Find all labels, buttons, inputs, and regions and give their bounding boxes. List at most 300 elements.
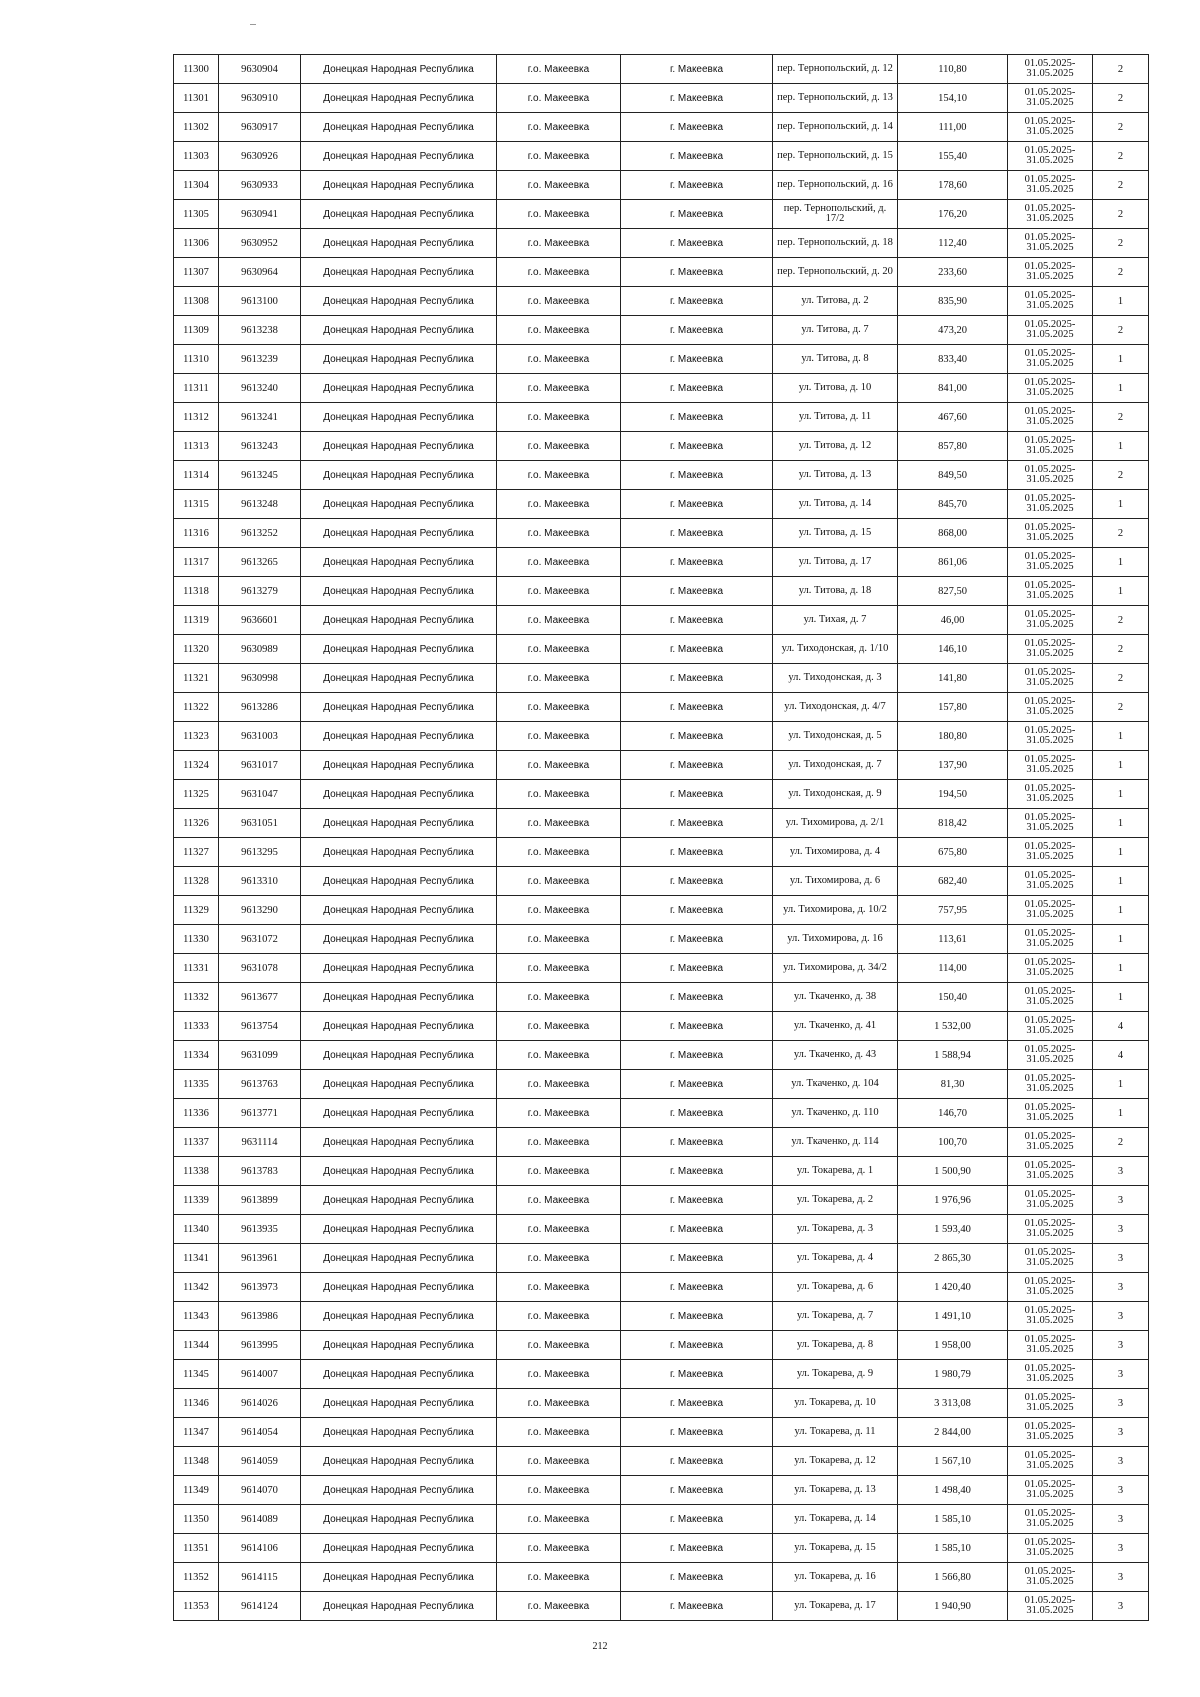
cell-category: 3	[1093, 1157, 1149, 1186]
cell-object-code: 9613754	[219, 1012, 301, 1041]
cell-area: 835,90	[898, 287, 1008, 316]
cell-address: ул. Титова, д. 17	[773, 548, 898, 577]
cell-category: 3	[1093, 1302, 1149, 1331]
table-row	[174, 548, 1149, 577]
cell-region: Донецкая Народная Республика	[301, 1505, 497, 1534]
cell-municipal-district: г.о. Макеевка	[497, 1186, 621, 1215]
cell-address: ул. Токарева, д. 7	[773, 1302, 898, 1331]
cell-period: 01.05.2025-31.05.2025	[1008, 606, 1093, 635]
cell-area: 112,40	[898, 229, 1008, 258]
cell-area: 111,00	[898, 113, 1008, 142]
cell-category: 2	[1093, 635, 1149, 664]
cell-municipal-district: г.о. Макеевка	[497, 1418, 621, 1447]
cell-category: 1	[1093, 809, 1149, 838]
cell-category: 1	[1093, 780, 1149, 809]
cell-object-code: 9614059	[219, 1447, 301, 1476]
cell-city: г. Макеевка	[621, 577, 773, 606]
table-row	[174, 84, 1149, 113]
cell-region: Донецкая Народная Республика	[301, 519, 497, 548]
cell-row-number: 11337	[174, 1128, 219, 1157]
cell-address: ул. Тиходонская, д. 9	[773, 780, 898, 809]
cell-object-code: 9630926	[219, 142, 301, 171]
cell-object-code: 9613995	[219, 1331, 301, 1360]
cell-city: г. Макеевка	[621, 142, 773, 171]
cell-object-code: 9613899	[219, 1186, 301, 1215]
cell-region: Донецкая Народная Республика	[301, 1389, 497, 1418]
table-row	[174, 258, 1149, 287]
cell-object-code: 9613240	[219, 374, 301, 403]
cell-object-code: 9631051	[219, 809, 301, 838]
cell-area: 861,06	[898, 548, 1008, 577]
table-row	[174, 925, 1149, 954]
cell-row-number: 11301	[174, 84, 219, 113]
cell-area: 3 313,08	[898, 1389, 1008, 1418]
cell-city: г. Макеевка	[621, 1215, 773, 1244]
cell-city: г. Макеевка	[621, 925, 773, 954]
cell-area: 833,40	[898, 345, 1008, 374]
cell-municipal-district: г.о. Макеевка	[497, 1128, 621, 1157]
cell-municipal-district: г.о. Макеевка	[497, 229, 621, 258]
table-row	[174, 1447, 1149, 1476]
cell-row-number: 11351	[174, 1534, 219, 1563]
cell-period: 01.05.2025-31.05.2025	[1008, 490, 1093, 519]
table-row	[174, 316, 1149, 345]
cell-region: Донецкая Народная Республика	[301, 142, 497, 171]
cell-object-code: 9631099	[219, 1041, 301, 1070]
cell-city: г. Макеевка	[621, 1157, 773, 1186]
cell-area: 1 420,40	[898, 1273, 1008, 1302]
cell-region: Донецкая Народная Республика	[301, 983, 497, 1012]
cell-address: ул. Ткаченко, д. 104	[773, 1070, 898, 1099]
cell-municipal-district: г.о. Макеевка	[497, 780, 621, 809]
cell-row-number: 11338	[174, 1157, 219, 1186]
cell-region: Донецкая Народная Республика	[301, 1157, 497, 1186]
cell-category: 3	[1093, 1360, 1149, 1389]
cell-period: 01.05.2025-31.05.2025	[1008, 142, 1093, 171]
cell-row-number: 11314	[174, 461, 219, 490]
cell-area: 150,40	[898, 983, 1008, 1012]
cell-category: 3	[1093, 1244, 1149, 1273]
cell-period: 01.05.2025-31.05.2025	[1008, 84, 1093, 113]
cell-municipal-district: г.о. Макеевка	[497, 954, 621, 983]
cell-area: 113,61	[898, 925, 1008, 954]
cell-address: ул. Тихомирова, д. 2/1	[773, 809, 898, 838]
cell-row-number: 11302	[174, 113, 219, 142]
cell-period: 01.05.2025-31.05.2025	[1008, 1418, 1093, 1447]
cell-city: г. Макеевка	[621, 258, 773, 287]
cell-region: Донецкая Народная Республика	[301, 1041, 497, 1070]
cell-period: 01.05.2025-31.05.2025	[1008, 1331, 1093, 1360]
cell-object-code: 9613763	[219, 1070, 301, 1099]
cell-row-number: 11330	[174, 925, 219, 954]
cell-municipal-district: г.о. Макеевка	[497, 925, 621, 954]
cell-area: 1 940,90	[898, 1592, 1008, 1621]
cell-city: г. Макеевка	[621, 1273, 773, 1302]
cell-region: Донецкая Народная Республика	[301, 577, 497, 606]
cell-city: г. Макеевка	[621, 432, 773, 461]
cell-period: 01.05.2025-31.05.2025	[1008, 1360, 1093, 1389]
cell-municipal-district: г.о. Макеевка	[497, 1215, 621, 1244]
cell-object-code: 9630941	[219, 200, 301, 229]
cell-category: 1	[1093, 548, 1149, 577]
cell-row-number: 11341	[174, 1244, 219, 1273]
cell-row-number: 11305	[174, 200, 219, 229]
cell-municipal-district: г.о. Макеевка	[497, 403, 621, 432]
cell-region: Донецкая Народная Республика	[301, 84, 497, 113]
table-row	[174, 287, 1149, 316]
cell-region: Донецкая Народная Республика	[301, 316, 497, 345]
cell-category: 1	[1093, 1099, 1149, 1128]
cell-object-code: 9613677	[219, 983, 301, 1012]
table-row	[174, 1157, 1149, 1186]
cell-row-number: 11323	[174, 722, 219, 751]
cell-area: 1 498,40	[898, 1476, 1008, 1505]
cell-region: Донецкая Народная Республика	[301, 1418, 497, 1447]
cell-row-number: 11324	[174, 751, 219, 780]
cell-region: Донецкая Народная Республика	[301, 664, 497, 693]
table-row	[174, 432, 1149, 461]
cell-row-number: 11352	[174, 1563, 219, 1592]
cell-city: г. Макеевка	[621, 1389, 773, 1418]
table-row	[174, 722, 1149, 751]
cell-category: 2	[1093, 316, 1149, 345]
cell-period: 01.05.2025-31.05.2025	[1008, 519, 1093, 548]
cell-period: 01.05.2025-31.05.2025	[1008, 1505, 1093, 1534]
cell-region: Донецкая Народная Республика	[301, 1186, 497, 1215]
cell-city: г. Макеевка	[621, 1128, 773, 1157]
cell-region: Донецкая Народная Республика	[301, 548, 497, 577]
cell-address: ул. Титова, д. 12	[773, 432, 898, 461]
cell-object-code: 9613771	[219, 1099, 301, 1128]
cell-city: г. Макеевка	[621, 1012, 773, 1041]
cell-object-code: 9631078	[219, 954, 301, 983]
cell-address: ул. Титова, д. 13	[773, 461, 898, 490]
cell-row-number: 11311	[174, 374, 219, 403]
cell-city: г. Макеевка	[621, 635, 773, 664]
table-row	[174, 896, 1149, 925]
cell-period: 01.05.2025-31.05.2025	[1008, 954, 1093, 983]
table-row	[174, 1215, 1149, 1244]
cell-category: 1	[1093, 867, 1149, 896]
table-row	[174, 1389, 1149, 1418]
cell-address: ул. Титова, д. 18	[773, 577, 898, 606]
cell-region: Донецкая Народная Республика	[301, 345, 497, 374]
cell-area: 841,00	[898, 374, 1008, 403]
cell-region: Донецкая Народная Республика	[301, 954, 497, 983]
table-row	[174, 867, 1149, 896]
table-row	[174, 983, 1149, 1012]
cell-address: пер. Тернопольский, д. 15	[773, 142, 898, 171]
cell-row-number: 11322	[174, 693, 219, 722]
cell-area: 1 532,00	[898, 1012, 1008, 1041]
cell-area: 845,70	[898, 490, 1008, 519]
cell-address: ул. Токарева, д. 2	[773, 1186, 898, 1215]
cell-area: 1 976,96	[898, 1186, 1008, 1215]
table-row	[174, 780, 1149, 809]
cell-row-number: 11321	[174, 664, 219, 693]
cell-address: пер. Тернопольский, д. 13	[773, 84, 898, 113]
cell-address: ул. Токарева, д. 12	[773, 1447, 898, 1476]
cell-object-code: 9613295	[219, 838, 301, 867]
cell-area: 1 980,79	[898, 1360, 1008, 1389]
cell-region: Донецкая Народная Республика	[301, 171, 497, 200]
table-row	[174, 113, 1149, 142]
cell-category: 1	[1093, 751, 1149, 780]
cell-address: ул. Титова, д. 15	[773, 519, 898, 548]
cell-address: ул. Ткаченко, д. 43	[773, 1041, 898, 1070]
cell-city: г. Макеевка	[621, 1099, 773, 1128]
cell-region: Донецкая Народная Республика	[301, 200, 497, 229]
cell-city: г. Макеевка	[621, 345, 773, 374]
cell-period: 01.05.2025-31.05.2025	[1008, 1244, 1093, 1273]
table-row	[174, 461, 1149, 490]
table-row	[174, 403, 1149, 432]
cell-city: г. Макеевка	[621, 84, 773, 113]
cell-area: 1 491,10	[898, 1302, 1008, 1331]
cell-period: 01.05.2025-31.05.2025	[1008, 1447, 1093, 1476]
cell-area: 154,10	[898, 84, 1008, 113]
cell-object-code: 9631114	[219, 1128, 301, 1157]
cell-period: 01.05.2025-31.05.2025	[1008, 664, 1093, 693]
cell-category: 1	[1093, 577, 1149, 606]
cell-object-code: 9614026	[219, 1389, 301, 1418]
cell-municipal-district: г.о. Макеевка	[497, 1099, 621, 1128]
cell-period: 01.05.2025-31.05.2025	[1008, 171, 1093, 200]
cell-object-code: 9613973	[219, 1273, 301, 1302]
cell-category: 2	[1093, 142, 1149, 171]
cell-period: 01.05.2025-31.05.2025	[1008, 1012, 1093, 1041]
table-row	[174, 55, 1149, 84]
cell-object-code: 9614054	[219, 1418, 301, 1447]
cell-row-number: 11335	[174, 1070, 219, 1099]
cell-city: г. Макеевка	[621, 171, 773, 200]
cell-category: 3	[1093, 1476, 1149, 1505]
cell-category: 3	[1093, 1215, 1149, 1244]
cell-city: г. Макеевка	[621, 1592, 773, 1621]
cell-region: Донецкая Народная Республика	[301, 606, 497, 635]
cell-period: 01.05.2025-31.05.2025	[1008, 1302, 1093, 1331]
cell-address: пер. Тернопольский, д. 12	[773, 55, 898, 84]
cell-period: 01.05.2025-31.05.2025	[1008, 722, 1093, 751]
cell-category: 1	[1093, 954, 1149, 983]
cell-period: 01.05.2025-31.05.2025	[1008, 229, 1093, 258]
cell-row-number: 11334	[174, 1041, 219, 1070]
cell-area: 473,20	[898, 316, 1008, 345]
cell-row-number: 11319	[174, 606, 219, 635]
cell-city: г. Макеевка	[621, 1418, 773, 1447]
cell-municipal-district: г.о. Макеевка	[497, 1273, 621, 1302]
cell-region: Донецкая Народная Республика	[301, 1592, 497, 1621]
cell-row-number: 11340	[174, 1215, 219, 1244]
table-row	[174, 1099, 1149, 1128]
cell-region: Донецкая Народная Республика	[301, 374, 497, 403]
cell-row-number: 11342	[174, 1273, 219, 1302]
cell-municipal-district: г.о. Макеевка	[497, 693, 621, 722]
cell-row-number: 11316	[174, 519, 219, 548]
cell-area: 675,80	[898, 838, 1008, 867]
cell-area: 100,70	[898, 1128, 1008, 1157]
cell-municipal-district: г.о. Макеевка	[497, 55, 621, 84]
cell-address: ул. Тиходонская, д. 7	[773, 751, 898, 780]
cell-object-code: 9614089	[219, 1505, 301, 1534]
cell-period: 01.05.2025-31.05.2025	[1008, 1389, 1093, 1418]
cell-row-number: 11320	[174, 635, 219, 664]
cell-municipal-district: г.о. Макеевка	[497, 374, 621, 403]
cell-city: г. Макеевка	[621, 809, 773, 838]
cell-municipal-district: г.о. Макеевка	[497, 548, 621, 577]
cell-address: ул. Токарева, д. 3	[773, 1215, 898, 1244]
table-row	[174, 229, 1149, 258]
cell-period: 01.05.2025-31.05.2025	[1008, 1215, 1093, 1244]
cell-period: 01.05.2025-31.05.2025	[1008, 635, 1093, 664]
cell-object-code: 9613241	[219, 403, 301, 432]
table-row	[174, 374, 1149, 403]
cell-region: Донецкая Народная Республика	[301, 1302, 497, 1331]
cell-municipal-district: г.о. Макеевка	[497, 287, 621, 316]
cell-period: 01.05.2025-31.05.2025	[1008, 983, 1093, 1012]
cell-area: 1 567,10	[898, 1447, 1008, 1476]
cell-region: Донецкая Народная Республика	[301, 1099, 497, 1128]
cell-object-code: 9613100	[219, 287, 301, 316]
cell-municipal-district: г.о. Макеевка	[497, 1592, 621, 1621]
cell-area: 178,60	[898, 171, 1008, 200]
cell-row-number: 11318	[174, 577, 219, 606]
cell-address: ул. Ткаченко, д. 114	[773, 1128, 898, 1157]
cell-city: г. Макеевка	[621, 1563, 773, 1592]
table-row	[174, 1128, 1149, 1157]
cell-address: пер. Тернопольский, д. 16	[773, 171, 898, 200]
cell-region: Донецкая Народная Республика	[301, 1215, 497, 1244]
cell-region: Донецкая Народная Республика	[301, 867, 497, 896]
cell-row-number: 11303	[174, 142, 219, 171]
cell-municipal-district: г.о. Макеевка	[497, 1070, 621, 1099]
table-row	[174, 809, 1149, 838]
cell-object-code: 9630998	[219, 664, 301, 693]
cell-period: 01.05.2025-31.05.2025	[1008, 403, 1093, 432]
cell-city: г. Макеевка	[621, 1186, 773, 1215]
cell-object-code: 9613935	[219, 1215, 301, 1244]
cell-category: 1	[1093, 345, 1149, 374]
cell-row-number: 11332	[174, 983, 219, 1012]
table-row	[174, 664, 1149, 693]
cell-category: 1	[1093, 722, 1149, 751]
cell-municipal-district: г.о. Макеевка	[497, 1157, 621, 1186]
cell-period: 01.05.2025-31.05.2025	[1008, 345, 1093, 374]
table-row	[174, 693, 1149, 722]
cell-address: ул. Токарева, д. 11	[773, 1418, 898, 1447]
cell-area: 146,70	[898, 1099, 1008, 1128]
cell-municipal-district: г.о. Макеевка	[497, 519, 621, 548]
cell-period: 01.05.2025-31.05.2025	[1008, 316, 1093, 345]
cell-address: ул. Токарева, д. 8	[773, 1331, 898, 1360]
cell-address: ул. Тихомирова, д. 34/2	[773, 954, 898, 983]
cell-category: 1	[1093, 490, 1149, 519]
scan-artifact-mark	[250, 24, 256, 25]
cell-row-number: 11345	[174, 1360, 219, 1389]
cell-region: Донецкая Народная Республика	[301, 1534, 497, 1563]
cell-area: 467,60	[898, 403, 1008, 432]
cell-address: ул. Токарева, д. 17	[773, 1592, 898, 1621]
cell-area: 155,40	[898, 142, 1008, 171]
table-row	[174, 1418, 1149, 1447]
cell-object-code: 9613243	[219, 432, 301, 461]
cell-row-number: 11331	[174, 954, 219, 983]
cell-region: Донецкая Народная Республика	[301, 403, 497, 432]
cell-row-number: 11333	[174, 1012, 219, 1041]
cell-area: 141,80	[898, 664, 1008, 693]
cell-municipal-district: г.о. Макеевка	[497, 722, 621, 751]
cell-object-code: 9630964	[219, 258, 301, 287]
cell-municipal-district: г.о. Макеевка	[497, 1476, 621, 1505]
table-row	[174, 1534, 1149, 1563]
cell-address: ул. Тиходонская, д. 1/10	[773, 635, 898, 664]
table-row	[174, 1070, 1149, 1099]
cell-category: 3	[1093, 1534, 1149, 1563]
cell-category: 3	[1093, 1418, 1149, 1447]
cell-category: 1	[1093, 896, 1149, 925]
cell-category: 2	[1093, 519, 1149, 548]
cell-object-code: 9613265	[219, 548, 301, 577]
cell-area: 2 844,00	[898, 1418, 1008, 1447]
cell-object-code: 9630904	[219, 55, 301, 84]
cell-address: ул. Ткаченко, д. 110	[773, 1099, 898, 1128]
cell-city: г. Макеевка	[621, 374, 773, 403]
cell-object-code: 9613238	[219, 316, 301, 345]
cell-city: г. Макеевка	[621, 403, 773, 432]
cell-period: 01.05.2025-31.05.2025	[1008, 896, 1093, 925]
cell-category: 2	[1093, 55, 1149, 84]
cell-period: 01.05.2025-31.05.2025	[1008, 751, 1093, 780]
cell-address: ул. Токарева, д. 1	[773, 1157, 898, 1186]
cell-address: ул. Токарева, д. 4	[773, 1244, 898, 1273]
cell-area: 857,80	[898, 432, 1008, 461]
cell-address: ул. Ткаченко, д. 41	[773, 1012, 898, 1041]
table-row	[174, 751, 1149, 780]
table-row	[174, 1592, 1149, 1621]
cell-city: г. Макеевка	[621, 1041, 773, 1070]
cell-period: 01.05.2025-31.05.2025	[1008, 1592, 1093, 1621]
cell-region: Донецкая Народная Республика	[301, 1360, 497, 1389]
cell-area: 194,50	[898, 780, 1008, 809]
cell-municipal-district: г.о. Макеевка	[497, 113, 621, 142]
cell-category: 1	[1093, 983, 1149, 1012]
cell-period: 01.05.2025-31.05.2025	[1008, 1476, 1093, 1505]
cell-category: 1	[1093, 1070, 1149, 1099]
cell-row-number: 11326	[174, 809, 219, 838]
cell-period: 01.05.2025-31.05.2025	[1008, 1563, 1093, 1592]
cell-category: 3	[1093, 1389, 1149, 1418]
cell-municipal-district: г.о. Макеевка	[497, 1389, 621, 1418]
cell-city: г. Макеевка	[621, 1505, 773, 1534]
cell-region: Донецкая Народная Республика	[301, 838, 497, 867]
cell-object-code: 9613245	[219, 461, 301, 490]
cell-address: ул. Титова, д. 8	[773, 345, 898, 374]
cell-address: ул. Тиходонская, д. 3	[773, 664, 898, 693]
cell-city: г. Макеевка	[621, 1360, 773, 1389]
cell-area: 682,40	[898, 867, 1008, 896]
table-row	[174, 606, 1149, 635]
cell-address: ул. Тихомирова, д. 6	[773, 867, 898, 896]
cell-category: 2	[1093, 229, 1149, 258]
cell-municipal-district: г.о. Макеевка	[497, 142, 621, 171]
cell-category: 1	[1093, 374, 1149, 403]
cell-category: 3	[1093, 1563, 1149, 1592]
cell-address: ул. Токарева, д. 6	[773, 1273, 898, 1302]
cell-region: Донецкая Народная Республика	[301, 287, 497, 316]
cell-city: г. Макеевка	[621, 1447, 773, 1476]
cell-city: г. Макеевка	[621, 1476, 773, 1505]
cell-period: 01.05.2025-31.05.2025	[1008, 258, 1093, 287]
